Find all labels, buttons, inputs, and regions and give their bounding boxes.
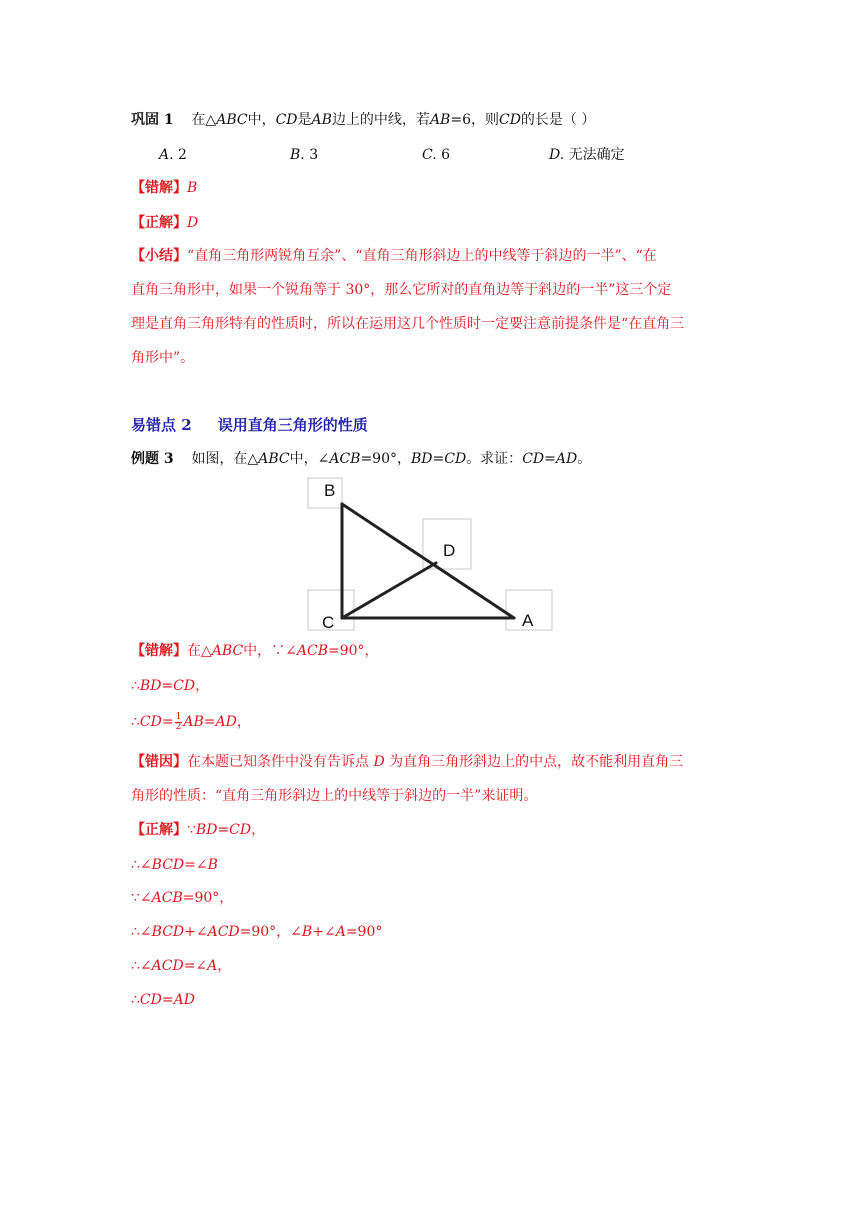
q-text: 如图，在△ [191,451,259,467]
wrong2-line-3 [131,712,251,732]
q-var: AD [555,451,578,467]
option-letter: B. [290,147,305,163]
right2-line-6 [131,990,195,1010]
summary-line-3: 理是直角三角形特有的性质时，所以在运用这几个性质时一定要注意前提条件是“在直角三 [131,316,685,332]
summary-text: “直角三角形两锐角互余”、“直角三角形斜边上的中线等于斜边的一半”、“在 [187,248,657,264]
q-text: 。 [577,451,592,467]
q-var: BD [411,451,433,467]
option-c [422,145,450,165]
q-var: ACB [329,451,361,467]
var: CD [229,822,252,838]
option-value: 6 [441,147,451,163]
tag: 【错因】 [131,754,187,770]
example-label: 例题 3 [131,451,174,467]
q-text: 是 [297,112,312,128]
wrong2-line-1 [131,641,379,661]
var: ABC [211,643,244,659]
var: A [207,958,218,974]
q-var: CD [275,112,298,128]
var: D [373,754,385,770]
text: ∴∠ [131,857,152,873]
text: ， [217,958,232,974]
text: = [203,714,216,730]
right2-line-1 [131,820,265,840]
var: B [301,924,313,940]
option-a [159,145,187,165]
reason-line-2: 角形的性质：“直角三角形斜边上的中线等于斜边的一半”来证明。 [131,788,538,804]
q-var: CD [522,451,545,467]
answer: D [187,215,199,231]
text: = [217,822,230,838]
option-letter: D. [549,147,565,163]
q-text: = [432,451,445,467]
text: ∴ [131,992,140,1008]
q-var: ABC [216,112,248,128]
vertex-label-a: A [522,611,534,630]
option-letter: A. [159,147,174,163]
text: =90°， [182,890,234,906]
text: ∵ [187,822,196,838]
text: +∠ [312,924,336,940]
var: BD [195,822,218,838]
text: ∵∠ [131,890,152,906]
tag: 【错解】 [131,180,187,196]
tag: 【正解】 [131,215,187,231]
fraction-one-half [175,713,183,732]
section-label: 易错点 2 [131,416,192,434]
option-value: 2 [178,147,187,163]
text: +∠ [184,924,208,940]
var: AB [183,714,204,730]
var: A [335,924,346,940]
var: BD [139,678,162,694]
summary-line-4: 角形中”。 [131,350,195,366]
right2-line-3 [131,888,233,908]
q-text: 边上的中线，若 [331,112,430,128]
right2-line-2 [131,855,218,875]
var: BCD [151,857,185,873]
option-letter: C. [422,147,437,163]
tag: 【错解】 [131,643,187,659]
text: ∴∠ [131,924,152,940]
fraction-numerator: 1 [175,711,182,722]
text: ， [251,822,266,838]
var: CD [139,992,162,1008]
vertex-label-c: C [322,613,335,632]
summary-line-2: 直角三角形中，如果一个锐角等于 30°，那么它所对的直角边等于斜边的一半”这三个定 [131,282,672,298]
q-text: = [544,451,556,467]
text: 中，∵∠ [243,643,297,659]
var: ACD [151,958,184,974]
text: = [161,678,174,694]
text: = [161,992,174,1008]
right2-line-5 [131,956,231,976]
q-text: =90°， [360,451,411,467]
example-question [131,449,591,469]
text: ∴ [131,714,140,730]
text: =90° [345,924,383,940]
text: =90°，∠ [239,924,302,940]
q-text: 在△ [191,112,217,128]
text: = [161,714,174,730]
text: =∠ [184,857,208,873]
wrong-answer-1 [131,178,197,198]
q-var: AB [311,112,332,128]
text: 在本题已知条件中没有告诉点 [187,754,374,770]
vertex-label-b: B [324,481,336,500]
option-value: 3 [309,147,319,163]
q-var: AB [429,112,451,128]
text: ， [236,714,251,730]
tag: 【正解】 [131,822,187,838]
var: AD [173,992,195,1008]
text: 为直角三角形斜边上的中点，故不能利用直角三 [384,754,684,770]
fraction-denominator: 2 [175,721,182,732]
summary-line-1 [131,246,657,266]
q-var: CD [498,112,521,128]
reason-line-1 [131,752,683,772]
text: ∴ [131,678,140,694]
section-title: 误用直角三角形的性质 [217,416,368,434]
option-d [549,145,625,165]
tag: 【小结】 [131,248,187,264]
var: ACB [296,643,329,659]
text: =90°， [328,643,379,659]
var: AD [215,714,237,730]
text: ， [195,678,210,694]
answer: B [187,180,198,196]
q-text: 的长是（ ） [520,112,596,128]
q-text: =6，则 [450,112,499,128]
var: BCD [151,924,185,940]
section-heading [131,415,368,435]
triangle-figure [306,476,556,632]
consolidation-question [131,110,595,130]
option-value: 无法确定 [568,147,625,163]
q-text: 。求证： [466,451,523,467]
var: ACD [207,924,240,940]
text: =∠ [183,958,208,974]
var: ACB [151,890,183,906]
q-text: 中，∠ [289,451,330,467]
var: CD [173,678,196,694]
var: B [207,857,218,873]
option-b [290,145,318,165]
wrong2-line-2 [131,676,209,696]
right-answer-1 [131,213,198,233]
var: CD [139,714,162,730]
q-text: 中， [247,112,276,128]
text: ∴∠ [131,958,152,974]
side-ba [342,504,514,618]
segment-cd [342,563,436,618]
right2-line-4 [131,922,382,942]
text: 在△ [187,643,212,659]
vertex-label-d: D [443,541,456,560]
q-var: ABC [258,451,290,467]
consolidation-label: 巩固 1 [131,112,174,128]
q-var: CD [444,451,467,467]
